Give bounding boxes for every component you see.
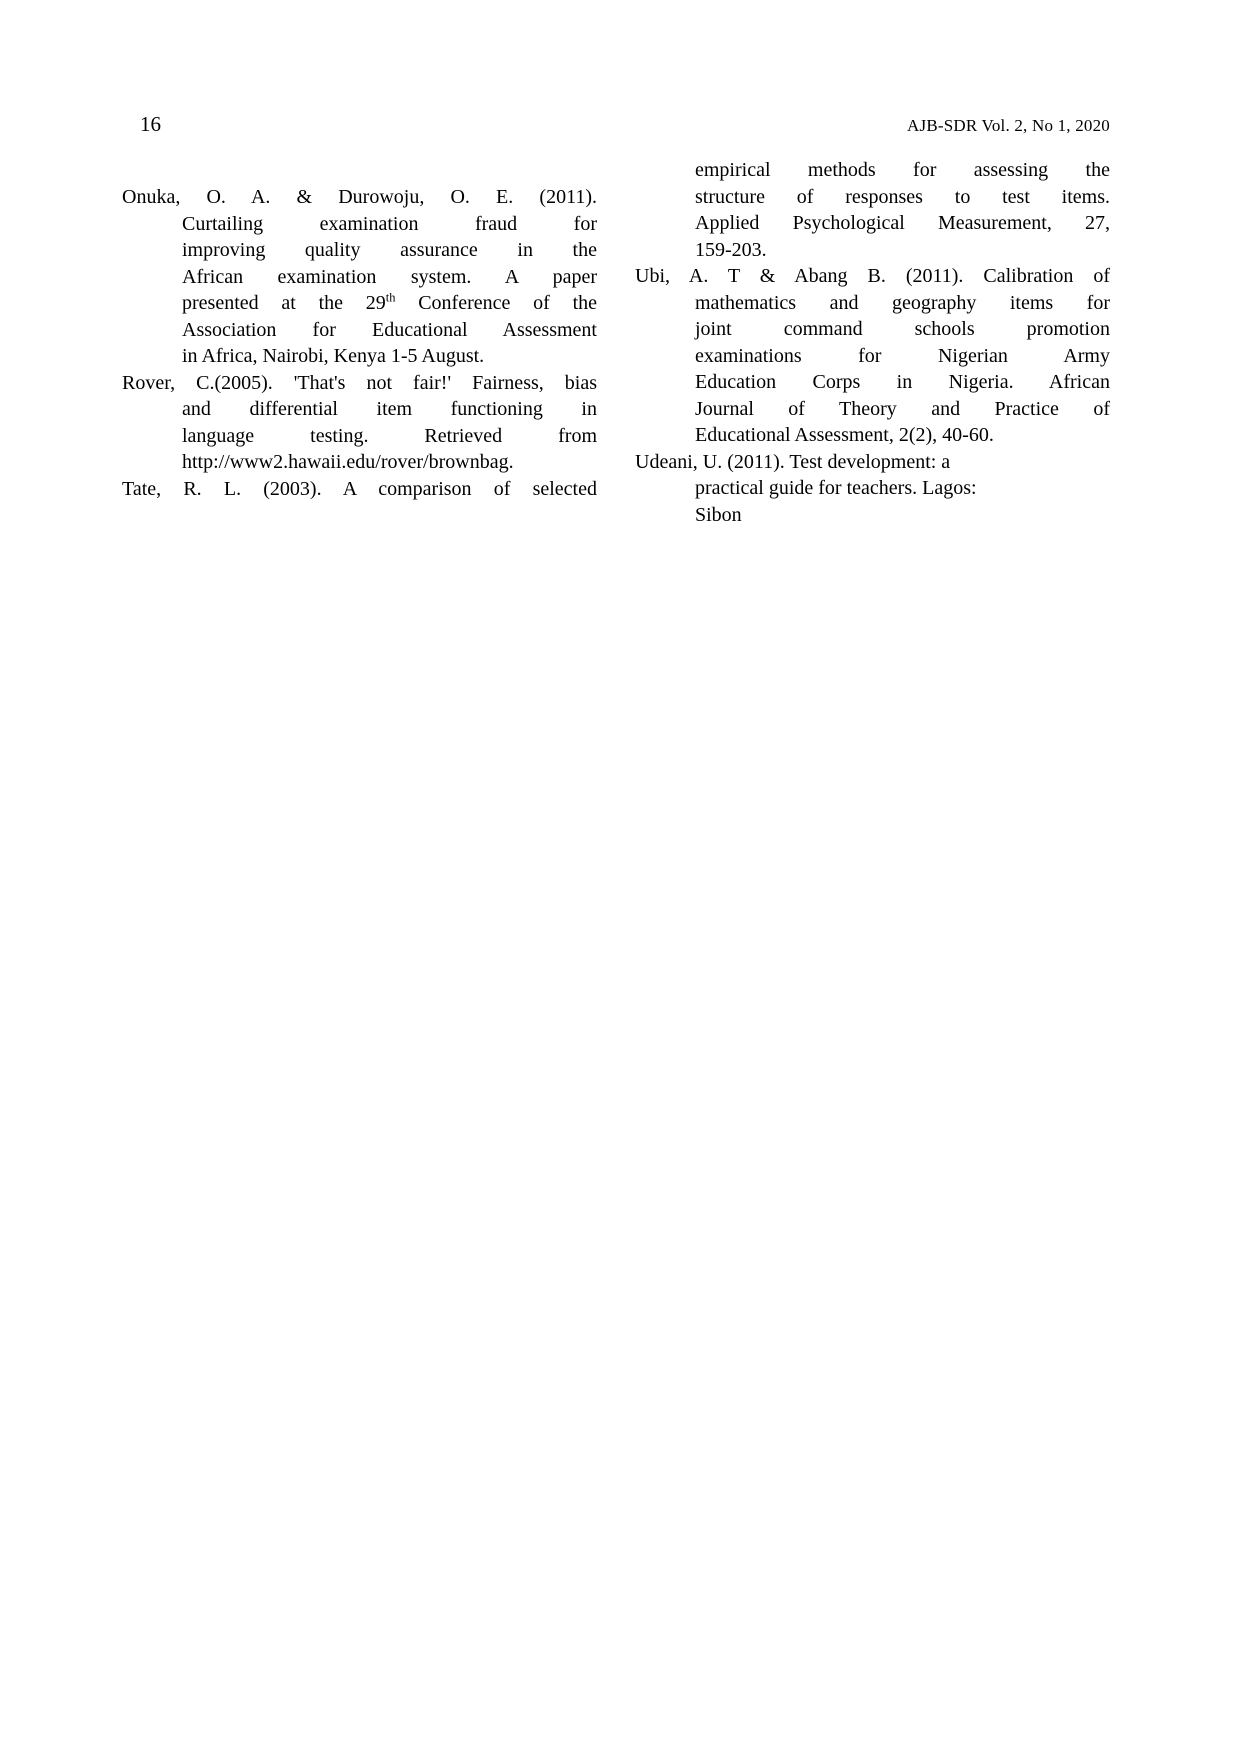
reference-line-part: presented at the 29 xyxy=(182,292,386,314)
reference-line: Udeani, U. (2011). Test development: a xyxy=(635,450,951,473)
journal-header: AJB-SDR Vol. 2, No 1, 2020 xyxy=(907,116,1110,135)
reference-line: Association for Educational Assessment xyxy=(182,318,597,341)
references-column-left xyxy=(122,157,597,528)
reference-entry-rover xyxy=(122,370,597,476)
reference-entry-tate-continuation xyxy=(635,157,1110,263)
reference-line: joint command schools promotion xyxy=(695,318,1110,340)
reference-line: Applied Psychological Measurement, 27, xyxy=(695,212,1110,234)
reference-line: Education Corps in Nigeria. African xyxy=(695,371,1110,393)
reference-line xyxy=(122,290,597,317)
reference-line: Rover, C.(2005). 'That's not fair!' Fairness, bias xyxy=(122,371,597,394)
references-column-right xyxy=(635,157,1110,528)
reference-line: Ubi, A. T & Abang B. (2011). Calibration of xyxy=(635,265,1110,287)
reference-line: improving quality assurance in the xyxy=(182,239,597,261)
reference-line: in Africa, Nairobi, Kenya 1-5 August. xyxy=(182,345,485,367)
page-header xyxy=(122,112,1110,137)
reference-line: examinations for Nigerian Army xyxy=(695,344,1110,367)
references-section xyxy=(122,157,1110,528)
reference-line-part: Conference of the xyxy=(395,292,597,314)
reference-line: 159-203. xyxy=(695,238,767,261)
reference-entry-onuka xyxy=(122,184,597,370)
reference-line: structure of responses to test items. xyxy=(695,185,1110,208)
reference-entry-ubi xyxy=(635,263,1110,449)
reference-line: Tate, R. L. (2003). A comparison of selected xyxy=(122,477,597,500)
reference-line: language testing. Retrieved from xyxy=(182,424,597,447)
reference-line: Curtailing examination fraud for xyxy=(182,212,597,235)
page-number: 16 xyxy=(140,112,161,136)
reference-line: empirical methods for assessing the xyxy=(695,159,1110,181)
reference-line: mathematics and geography items for xyxy=(695,291,1110,314)
superscript-ordinal: th xyxy=(385,290,396,305)
reference-line: http://www2.hawaii.edu/rover/brownbag. xyxy=(182,451,514,473)
reference-line: Educational Assessment, 2(2), 40-60. xyxy=(695,424,994,446)
reference-entry-udeani xyxy=(635,449,1110,529)
reference-line: practical guide for teachers. Lagos: xyxy=(695,477,977,499)
reference-entry-tate xyxy=(122,476,597,503)
reference-line: Journal of Theory and Practice of xyxy=(695,397,1110,420)
reference-line: Onuka, O. A. & Durowoju, O. E. (2011). xyxy=(122,186,597,208)
reference-line: and differential item functioning in xyxy=(182,398,597,420)
reference-line: Sibon xyxy=(695,503,742,526)
reference-line: African examination system. A paper xyxy=(182,265,597,288)
